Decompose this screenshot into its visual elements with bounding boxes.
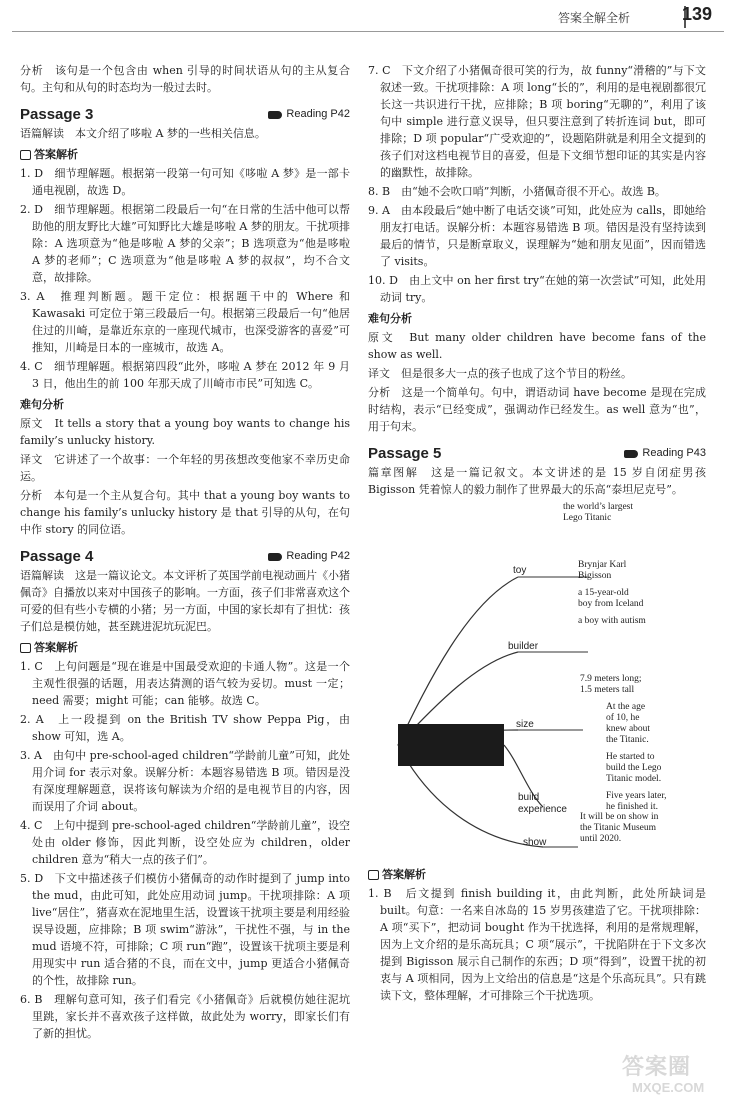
answer-item: 7. C 下文介绍了小猪佩奇很可笑的行为，故 funny“滑稽的”与下文叙述一致。干扰项排除：A 项 long“长的”，利用的是电视剧都很冗长这一共识进行干扰，应排除；B 项 boring“无聊的”，利用了该句中 simple 进行意义误导，但只要注意到了转折连词 but，即可排除；D 项 popular“广受欢迎的”，设题陷阱就是利用全文提到的孩子们对这档电视节目的喜爱，但是下文细节想印证的其实是内容的幽默性，故排除。 bbox=[368, 64, 706, 179]
header-rule bbox=[12, 31, 724, 32]
pointing-hand-icon bbox=[624, 450, 638, 458]
reading-ref: Reading P43 bbox=[624, 445, 706, 462]
reading-ref: Reading P42 bbox=[268, 106, 350, 123]
size-detail: 7.9 meters long; 1.5 meters tall bbox=[580, 674, 642, 695]
watermark-url: MXQE.COM bbox=[632, 1080, 705, 1095]
node-size: size bbox=[516, 719, 534, 730]
pointing-hand-icon bbox=[268, 111, 282, 119]
passage-title: Passage 3 bbox=[20, 106, 94, 123]
answer-section-title: 答案解析 bbox=[20, 639, 350, 656]
hard-sentence-analysis: 分析 本句是一个主从复合句。其中 that a young boy wants to change his family’s unlucky history 是 that 引导的从句，在句中作 story 的同位语。 bbox=[20, 489, 350, 536]
answer-section-title: 答案解析 bbox=[20, 146, 350, 163]
left-column bbox=[20, 62, 350, 1044]
toy-detail: the world’s largest Lego Titanic bbox=[563, 502, 634, 523]
passage-title: Passage 4 bbox=[20, 548, 94, 565]
node-show: show bbox=[523, 837, 547, 848]
experience-detail: At the age of 10, he knew about the Titanic. He started to build the Lego Titanic model. Five years later, he finished it. bbox=[606, 702, 667, 812]
titanic-photo bbox=[398, 724, 504, 766]
reading-ref: Reading P42 bbox=[268, 548, 350, 565]
mind-map-diagram bbox=[368, 502, 706, 862]
header-label: 答案全解全析 bbox=[557, 11, 630, 25]
hard-sentence-translation: 译文 它讲述了一个故事：一个年轻的男孩想改变他家不幸历史命运。 bbox=[20, 453, 350, 483]
passage-summary: 语篇解读 这是一篇议论文。本文评析了英国学前电视动画片《小猪佩奇》自播放以来对中国孩子的影响。一方面，孩子们非常喜欢这个可爱的但有些小专横的小猪；另一方面，中国的家长却有了担忧：孩子们总是模仿她，甚至跳进泥坑玩泥巴。 bbox=[20, 569, 350, 633]
answer-item: 2. D 细节理解题。根据第二段最后一句“在日常的生活中他可以帮助他的朋友野比大雄”可知野比大雄是哆啦 A 梦的朋友。干扰项排除：A 选项意为“他是哆啦 A 梦的父亲”；B 选项意为“他是哆啦 A 梦的老师”；C 选项意为“他是哆啦 A 梦的叔叔”，均不合文意，故排除。 bbox=[20, 203, 350, 284]
lock-icon bbox=[20, 150, 31, 160]
hard-sentence-title: 难句分析 bbox=[368, 312, 412, 325]
passage-summary: 语篇解读 本文介绍了哆啦 A 梦的一些相关信息。 bbox=[20, 127, 266, 140]
page-header bbox=[0, 0, 750, 30]
passage-3-heading bbox=[20, 106, 350, 123]
page-number: 139 bbox=[681, 4, 712, 24]
answer-item: 1. C 上句问题是“现在谁是中国最受欢迎的卡通人物”。这是一个主观性很强的话题，用表达猜测的语气较为妥切。must 一定；need 需要；might 可能；can 能够。故选 C。 bbox=[20, 660, 350, 707]
lock-icon bbox=[368, 870, 379, 880]
hard-sentence-analysis: 分析 这是一个简单句。句中，谓语动词 have become 是现在完成时结构，表示“已经变成”，强调动作已经发生。as well 意为“也”，用于句末。 bbox=[368, 386, 706, 433]
watermark: 答案圈 bbox=[622, 1054, 692, 1079]
pointing-hand-icon bbox=[268, 553, 282, 561]
answer-item: 2. A 上一段提到 on the British TV show Peppa Pig，由 show 可知，选 A。 bbox=[20, 713, 350, 743]
answer-item: 10. D 由上文中 on her first try“在她的第一次尝试”可知，此处用动词 try。 bbox=[368, 274, 706, 304]
answer-item: 4. C 上句中提到 pre-school-aged children“学龄前儿童”，设空处由 older 修饰，因此判断，设空处应为 children，older children 意为“稍大一点的孩子们”。 bbox=[20, 819, 350, 866]
answer-item: 8. B 由“她不会吹口哨”判断，小猪佩奇很不开心。故选 B。 bbox=[368, 185, 666, 198]
passage-4-heading bbox=[20, 548, 350, 565]
answer-item: 1. D 细节理解题。根据第一段第一句可知《哆啦 A 梦》是一部卡通电视剧，故选 D。 bbox=[20, 167, 350, 197]
hard-sentence-original: 原文 It tells a story that a young boy wants to change his family’s unlucky history. bbox=[20, 417, 350, 447]
lock-icon bbox=[20, 643, 31, 653]
hard-sentence-original: 原文 But many older children have become fans of the show as well. bbox=[368, 331, 706, 361]
passage-5-heading bbox=[368, 445, 706, 462]
passage-title: Passage 5 bbox=[368, 445, 442, 462]
intro-analysis: 分析 该句是一个包含由 when 引导的时间状语从句的主从复合句。主句和从句的时态均为一般过去时。 bbox=[20, 64, 350, 94]
answer-item: 3. A 由句中 pre-school-aged children“学龄前儿童”可知，此处用介词 for 表示对象。误解分析：本题容易错选 B 项。错因是没有深度理解题意，误将该句解读为介绍的是电视节目的内容，因而误用了介词 about。 bbox=[20, 749, 350, 813]
right-column bbox=[368, 62, 706, 1006]
node-toy: toy bbox=[513, 565, 527, 576]
hard-sentence-title: 难句分析 bbox=[20, 398, 64, 411]
answer-item: 5. D 下文中描述孩子们模仿小猪佩奇的动作时提到了 jump into the mud，由此可知，此处应用动词 jump。干扰项排除：A 项 live“居住”，猪喜欢在泥地里生活，设置该干扰项主要是利用经验误导设题，应排除；B 项 swim“游泳”，干扰性不强，与 in the mud 语境不符，可排除；C 项 run“跑”，设置该干扰项主要是利用现实中 run 适合猪的不良，而在文中，jump 更适合小猪佩奇的个性，故排除 run。 bbox=[20, 872, 350, 987]
builder-detail: Brynjar Karl Bigisson a 15-year-old boy from Iceland a boy with autism bbox=[578, 560, 646, 626]
passage-summary: 篇章图解 这是一篇记叙文。本文讲述的是 15 岁自闭症男孩 Bigisson 凭着惊人的毅力制作了世界最大的乐高“泰坦尼克号”。 bbox=[368, 466, 706, 496]
show-detail: It will be on show in the Titanic Museum until 2020. bbox=[580, 812, 659, 844]
node-build-experience: build experience bbox=[518, 792, 567, 815]
answer-item: 3. A 推理判断题。题干定位：根据题干中的 Where 和 Kawasaki 可定位于第三段最后一句。根据第三段最后一句“他居住过的川崎，是靠近东京的一座现代城市，也深受游客的喜爱”可推知，川崎是日本的一座城市，故选 A。 bbox=[20, 290, 350, 354]
answer-item: 4. C 细节理解题。根据第四段“此外，哆啦 A 梦在 2012 年 9 月 3 日，他出生的前 100 年那天成了川崎市市民”可知选 C。 bbox=[20, 360, 350, 390]
answer-item: 1. B 后文提到 finish building it，由此判断，此处所缺词是 built。句意：一名来自冰岛的 15 岁男孩建造了它。干扰项排除：A 项“买下”，把动词 bought 作为干扰选择，利用的是常规理解，因为上文介绍的是乐高玩具；C 项“展示”，干扰陷阱在于下文多次提到 Bigisson 展示自己制作的东西；D 项“得到”，设置干扰的初衷与 A 项相同，因为上文给出的信息是“这是个乐高玩具”。只有跳读下文，整体理解，才可排除三个干扰选项。 bbox=[368, 887, 706, 1002]
node-builder: builder bbox=[508, 641, 539, 652]
hard-sentence-translation: 译文 但是很多大一点的孩子也成了这个节目的粉丝。 bbox=[368, 367, 632, 380]
answer-item: 9. A 由本段最后“她中断了电话交谈”可知，此处应为 calls，即她给朋友打电话。误解分析：本题容易错选 B 项。错因是没有坚持读到最后的情节，只是断章取义，误理解为“她和朋友见面”，因而错选了 visits。 bbox=[368, 204, 706, 268]
answer-item: 6. B 理解句意可知，孩子们看完《小猪佩奇》后就模仿她往泥坑里跳，家长并不喜欢孩子这样做，故此处为 worry，即家长们有了新的担忧。 bbox=[20, 993, 350, 1040]
answer-section-title: 答案解析 bbox=[368, 866, 706, 883]
